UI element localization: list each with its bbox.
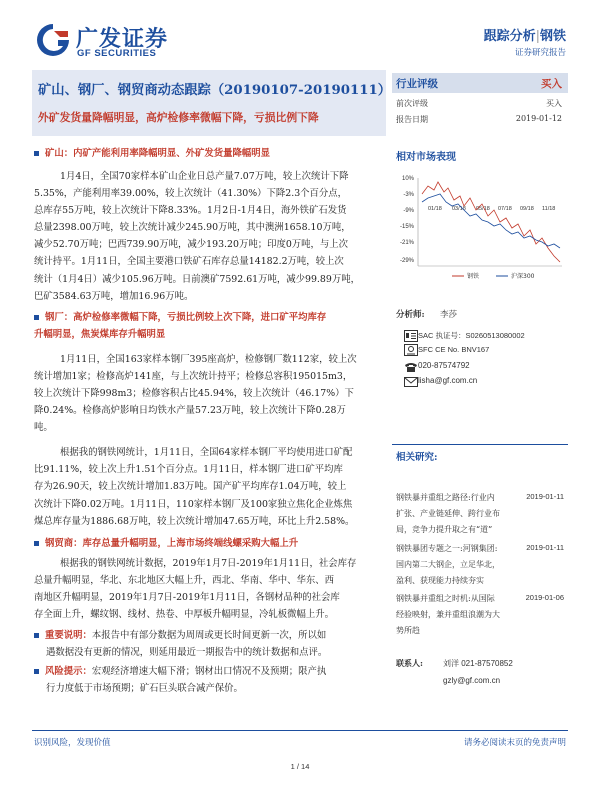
para-line: 比91.11%，较上次上升1.51个百分点。1月11日，样本钢厂进口矿平均库 <box>34 464 343 476</box>
para-line: 巴矿3584.63万吨，增加16.96万吨。 <box>34 290 194 302</box>
note-line: 本报告中有部分数据为周周或更长时间更新一次，所以如 <box>91 630 327 642</box>
related-date: 2019-01-11 <box>526 543 564 552</box>
prev-rating-value: 买入 <box>546 99 562 108</box>
analyst-sfc: SFC CE No. BNV167 <box>418 345 490 354</box>
ytick: -21% <box>399 240 414 246</box>
related-divider <box>392 444 568 445</box>
logo <box>34 22 194 62</box>
related-item[interactable] <box>396 490 568 538</box>
section-mill-para2 <box>34 444 386 529</box>
report-title: 矿山、钢厂、钢贸商动态跟踪（20190107-20190111） <box>38 83 392 98</box>
category-label: 跟踪分析 <box>483 29 536 44</box>
para-line: 统计（1月4日）减少105.96万吨。日前澳矿7592.61万吨，减少99.89万吨， <box>34 273 360 285</box>
para-line: 根据我的钢铁网统计数据，2019年1月7日-2019年1月11日，社会库存 <box>60 557 357 569</box>
bullet-icon <box>34 633 39 638</box>
para-line: 根据我的钢铁网统计，1月11日，全国64家样本钢厂平均使用进口矿配 <box>60 447 353 459</box>
related-line: 钢铁暴并重组之路径:行业内 <box>396 493 495 502</box>
ytick: 10% <box>401 176 414 182</box>
logo-en: GF SECURITIES <box>77 48 157 59</box>
related-title: 相关研究: <box>396 452 438 463</box>
related-item[interactable] <box>396 541 568 589</box>
rating-header-label: 行业评级 <box>396 78 438 90</box>
para-line: 统计增加1家；检修高炉141座，与上次统计持平；检修总容积195015m3， <box>34 370 353 382</box>
report-subtitle: 外矿发货量降幅明显，高炉检修率微幅下降，亏损比例下降 <box>38 111 319 124</box>
analyst-name: 李莎 <box>440 310 458 320</box>
legend-steel: 钢铁 <box>467 273 480 280</box>
main-body <box>34 146 386 697</box>
bullet-icon <box>34 541 39 546</box>
related-line: 势所趋 <box>396 626 420 635</box>
para-line: 次统计下降0.02万吨。1月11日，110家样本钢厂及100家独立焦化企业炼焦 <box>34 498 353 510</box>
ytick: -15% <box>399 224 414 230</box>
report-date-label: 报告日期 <box>396 115 428 124</box>
para-line: 南地区升幅明显，2019年1月7日-2019年1月11日，各钢材品种的社会库 <box>34 591 340 603</box>
bullet-icon <box>34 315 39 320</box>
related-line: 经验映射，兼并重组浪潮为大 <box>396 610 500 619</box>
para-line: 统计持平。1月11日，全国主要港口铁矿石库存总量14182.2万吨，较上次 <box>34 256 344 268</box>
footer-right: 请务必阅读末页的免责声明 <box>463 738 566 748</box>
note-head: 重要说明： <box>45 630 92 642</box>
xtick: 09/18 <box>520 206 534 212</box>
xtick: 01/18 <box>428 206 442 212</box>
section-trader-heading: 钢贸商：库存总量升幅明显，上海市场终端线螺采购大幅上升 <box>34 536 386 552</box>
related-line: 钢铁暴并重组之时机:从国际 <box>396 594 495 603</box>
ytick: -29% <box>399 258 414 264</box>
section-mill-para1 <box>34 351 386 436</box>
para-line: 1月11日，全国163家样本钢厂395座高炉，检修钢厂数112家，较上次 <box>60 353 357 365</box>
para-line: 1月4日，全国70家样本矿山企业日总产量7.07万吨，较上次统计下降 <box>60 171 349 182</box>
report-type: 证券研究报告 <box>514 48 566 58</box>
para-line: 降0.24%。检修高炉影响日均铁水产量57.23万吨，较上次统计下降0.28万 <box>34 405 346 417</box>
para-line: 煤总库存量为1886.68万吨，较上次统计增加47.65万吨，环比上升2.58%。 <box>34 515 355 527</box>
contact-label: 联系人: <box>396 658 423 668</box>
related-line: 盈利、获现能力持续夯实 <box>396 576 484 585</box>
analyst-label: 分析师: <box>396 310 425 320</box>
page-number: 1 / 14 <box>290 762 310 771</box>
para-line: 总量升幅明显，华北、东北地区大幅上升，西北、华南、华中、华东、西 <box>34 574 335 586</box>
legend-hs300: 沪深300 <box>511 273 535 280</box>
bullet-icon <box>34 669 39 674</box>
analyst-phone: 020-87574792 <box>418 361 470 370</box>
phone-icon <box>404 361 418 373</box>
contact-name-phone: 刘洋 021-87570852 <box>443 659 513 668</box>
risk-line: 行力度低于市场预期；矿石巨头联合减产保价。 <box>46 683 243 695</box>
related-date: 2019-01-11 <box>526 492 564 501</box>
section-trader-para <box>34 555 386 623</box>
steel-series-line <box>422 182 560 262</box>
analyst-sac: SAC 执证号：S0260513080002 <box>418 331 525 340</box>
related-line: 局，竞争力提升取之有“道” <box>396 525 493 534</box>
important-note <box>34 627 386 661</box>
related-line: 扩张、产业链延伸、跨行业布 <box>396 509 500 518</box>
related-date: 2019-01-06 <box>525 593 564 602</box>
section-mine-para <box>34 168 386 305</box>
footer-left: 识别风险，发现价值 <box>34 738 111 748</box>
bullet-icon <box>34 151 39 156</box>
ytick: -9% <box>403 208 414 214</box>
contact-email: gzly@gf.com.cn <box>443 676 501 685</box>
para-line: 吨。 <box>34 422 53 434</box>
related-line: 钢铁暴团专题之一:河钢集团: <box>396 544 498 553</box>
xtick: 11/18 <box>542 206 556 212</box>
note-line: 遇数据没有更新的情况，则延用最近一期报告中的统计数据和点评。 <box>46 647 328 659</box>
section-mill-heading: 钢厂：高炉检修率微幅下降，亏损比例较上次下降，进口矿平均库存 升幅明显，焦炭煤库存升幅明显 <box>34 311 327 340</box>
prev-rating-label: 前次评级 <box>396 99 428 108</box>
related-item[interactable] <box>396 591 568 639</box>
para-line: 减少52.70万吨；巴西739.90万吨，减少193.20万吨；印度0万吨，与上次 <box>34 239 349 251</box>
hs300-series-line <box>422 194 560 248</box>
gf-logo-icon <box>34 22 72 58</box>
ytick: -3% <box>403 192 414 198</box>
related-line: 国内第二大钢企，立足华北， <box>396 560 500 569</box>
para-line: 总库存55万吨，较上次统计下降8.33%。1月2日-1月4日，海外铁矿石发货 <box>34 205 347 217</box>
para-line: 较上次统计下降998m3；检修容积占比45.94%，较上次统计（46.17%）下 <box>34 387 354 399</box>
xtick: 03/18 <box>452 206 466 212</box>
risk-note <box>34 663 386 697</box>
industry-label: 钢铁 <box>539 29 566 44</box>
risk-line: 宏观经济增速大幅下滑；钢材出口情况不及预期；限产执 <box>91 666 327 678</box>
para-line: 存全面上升，螺纹钢、线材、热卷、中厚板升幅明显，冷轧板微幅上升。 <box>34 608 335 620</box>
certificate-icon <box>404 344 418 356</box>
market-title: 相对市场表现 <box>396 152 456 163</box>
xtick: 05/18 <box>476 206 490 212</box>
para-line: 存为26.90天，较上次统计增加1.83万吨。国产矿平均库存1.04万吨，较上 <box>34 481 347 493</box>
section-mine-heading: 矿山：内矿产能利用率降幅明显、外矿发货量降幅明显 <box>34 146 386 162</box>
market-chart <box>392 166 572 286</box>
risk-head: 风险提示： <box>45 666 92 678</box>
rating-header-value: 买入 <box>541 78 562 90</box>
logo-cn: 广发证券 <box>76 26 169 51</box>
footer-rule <box>32 730 568 731</box>
para-line: 总量2398.00万吨，较上次统计减少245.90万吨，其中澳洲1658.10万吨， <box>34 222 351 234</box>
mail-icon <box>404 377 418 387</box>
report-date-value: 2019-01-12 <box>515 114 562 123</box>
para-line: 5.35%，产能利用率39.00%，较上次统计（41.30%）下降2.3个百分点， <box>34 188 348 200</box>
xtick: 07/18 <box>498 206 512 212</box>
id-card-icon <box>404 330 418 342</box>
analyst-email: lisha@gf.com.cn <box>418 376 478 385</box>
header-category: 跟踪分析|钢铁 <box>483 29 566 44</box>
